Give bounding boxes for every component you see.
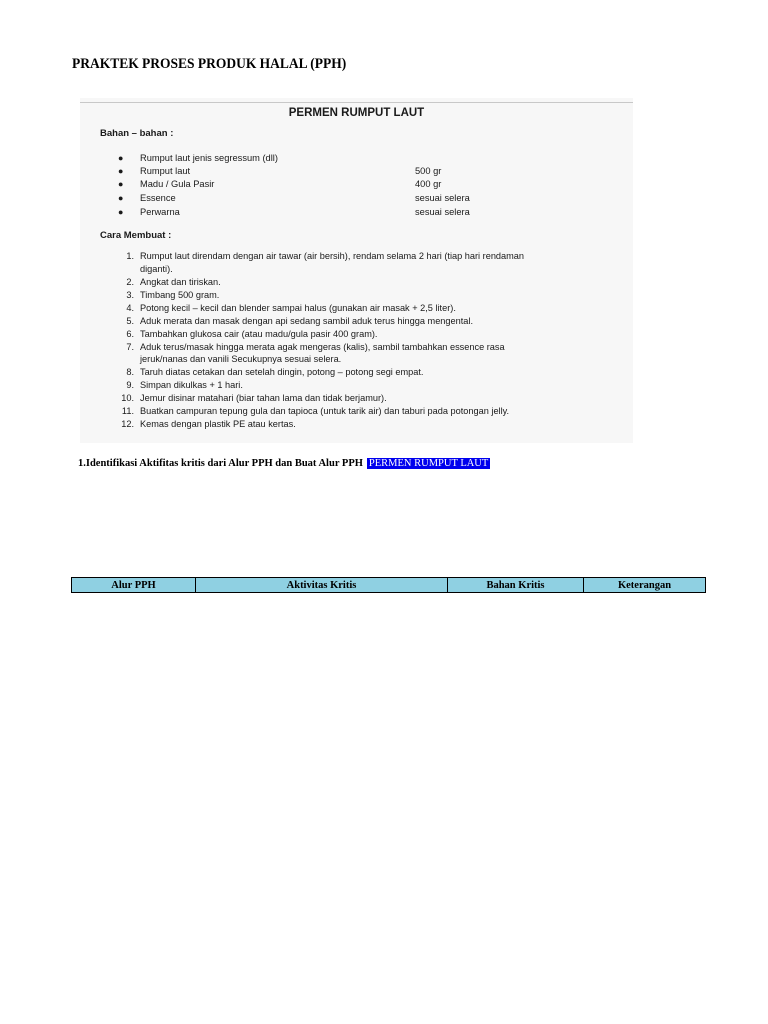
step-text: jeruk/nanas dan vanili Secukupnya sesuai selera. bbox=[140, 354, 342, 364]
table-header-row bbox=[72, 578, 706, 593]
ingredient-name: Rumput laut bbox=[140, 166, 191, 176]
ingredients-heading: Bahan – bahan : bbox=[100, 128, 174, 139]
step-number: 12. bbox=[121, 419, 134, 429]
question-text bbox=[78, 458, 490, 469]
step-number: 11. bbox=[121, 406, 134, 416]
ingredient-item bbox=[80, 166, 633, 180]
step-number: 2. bbox=[126, 277, 134, 287]
column-header-bahan: Bahan Kritis bbox=[448, 578, 584, 593]
step-number: 1. bbox=[126, 251, 134, 261]
step-number: 7. bbox=[126, 342, 134, 352]
column-header-keterangan: Keterangan bbox=[584, 578, 706, 593]
bullet-icon: ● bbox=[118, 207, 124, 217]
steps-heading: Cara Membuat : bbox=[100, 230, 172, 241]
step-number: 9. bbox=[126, 380, 134, 390]
step-text: Tambahkan glukosa cair (atau madu/gula pasir 400 gram). bbox=[140, 329, 378, 339]
step-number: 8. bbox=[126, 367, 134, 377]
step-number: 10. bbox=[121, 393, 134, 403]
step-text: Buatkan campuran tepung gula dan tapioca (untuk tarik air) dan taburi pada potongan jelly. bbox=[140, 406, 510, 416]
ingredient-name: Essence bbox=[140, 193, 176, 203]
ingredient-qty: 400 gr bbox=[415, 179, 442, 189]
bullet-icon: ● bbox=[118, 179, 124, 189]
step-text: Rumput laut direndam dengan air tawar (air bersih), rendam selama 2 hari (tiap hari rendaman bbox=[140, 251, 525, 261]
step-text: Potong kecil – kecil dan blender sampai halus (gunakan air masak + 2,5 liter). bbox=[140, 303, 456, 313]
step-text: Taruh diatas cetakan dan setelah dingin, potong – potong segi empat. bbox=[140, 367, 424, 377]
step-number: 3. bbox=[126, 290, 134, 300]
ingredient-qty: sesuai selera bbox=[415, 207, 470, 217]
recipe-image bbox=[80, 98, 633, 443]
step-text: Aduk terus/masak hingga merata agak mengeras (kalis), sambil tambahkan essence rasa bbox=[140, 342, 505, 352]
highlighted-text: PERMEN RUMPUT LAUT bbox=[368, 458, 489, 469]
step-text: diganti). bbox=[140, 264, 173, 274]
bullet-icon: ● bbox=[118, 166, 124, 176]
step-text: Aduk merata dan masak dengan api sedang sambil aduk terus hingga mengental. bbox=[140, 316, 474, 326]
ingredient-qty: sesuai selera bbox=[415, 193, 470, 203]
divider-line bbox=[80, 102, 633, 103]
ingredient-item bbox=[80, 179, 633, 193]
ingredient-name: Perwarna bbox=[140, 207, 180, 217]
step-text: Jemur disinar matahari (biar tahan lama dan tidak berjamur). bbox=[140, 393, 387, 403]
ingredient-item bbox=[80, 207, 633, 221]
step-number: 4. bbox=[126, 303, 134, 313]
pph-table bbox=[71, 577, 706, 593]
step-number: 5. bbox=[126, 316, 134, 326]
step-text: Timbang 500 gram. bbox=[140, 290, 220, 300]
ingredient-name: Madu / Gula Pasir bbox=[140, 179, 215, 189]
ingredient-qty: 500 gr bbox=[415, 166, 442, 176]
recipe-title: PERMEN RUMPUT LAUT bbox=[288, 107, 425, 119]
step-text: Simpan dikulkas + 1 hari. bbox=[140, 380, 243, 390]
step-text: Angkat dan tiriskan. bbox=[140, 277, 221, 287]
bullet-icon: ● bbox=[118, 193, 124, 203]
page-title: PRAKTEK PROSES PRODUK HALAL (PPH) bbox=[72, 56, 347, 72]
bullet-icon: ● bbox=[118, 153, 124, 163]
step-number: 6. bbox=[126, 329, 134, 339]
ingredient-item bbox=[80, 153, 633, 167]
ingredient-name: Rumput laut jenis segressum (dll) bbox=[140, 153, 278, 163]
column-header-aktivitas: Aktivitas Kritis bbox=[196, 578, 448, 593]
step-text: Kemas dengan plastik PE atau kertas. bbox=[140, 419, 296, 429]
ingredient-item bbox=[80, 193, 633, 207]
column-header-alur: Alur PPH bbox=[72, 578, 196, 593]
question-label: 1.Identifikasi Aktifitas kritis dari Alur PPH dan Buat Alur PPH bbox=[78, 458, 363, 469]
